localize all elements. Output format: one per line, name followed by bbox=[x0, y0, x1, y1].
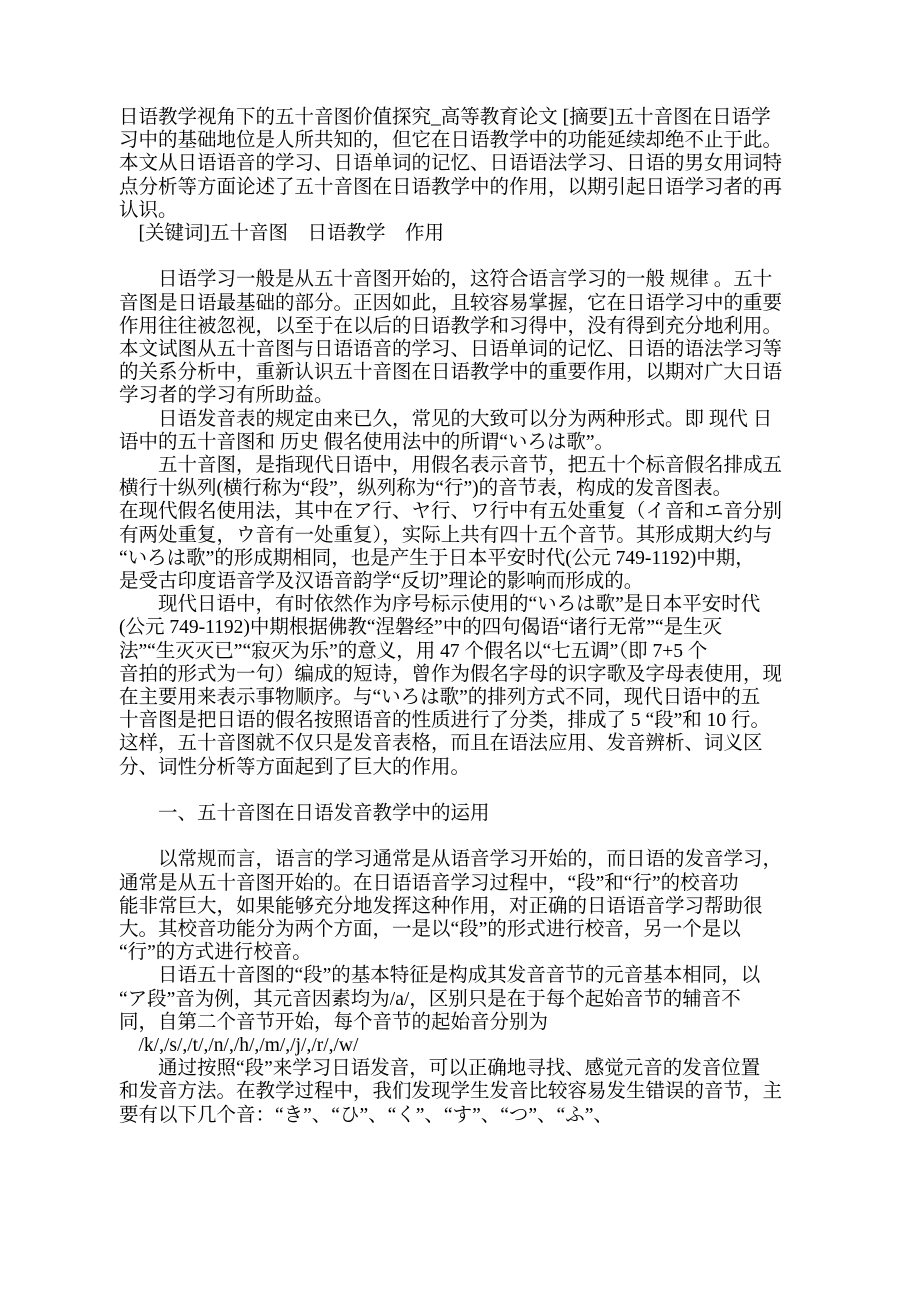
paragraph-3 bbox=[119, 454, 811, 593]
text-line: 认识。 bbox=[119, 199, 178, 221]
text-line: 音图是日语最基础的部分。正因如此，且较容易掌握，它在日语学习中的重要 bbox=[119, 292, 783, 314]
text-line: 一、五十音图在日语发音教学中的运用 bbox=[119, 803, 490, 825]
text-line: 法”“生灭灭已”“寂灭为乐”的意义，用 47 个假名以“七五调”（即 7+5 个 bbox=[119, 640, 708, 662]
section-heading bbox=[119, 802, 811, 825]
text-line: 五十音图，是指现代日语中，用假名表示音节，把五十个标音假名排成五 bbox=[119, 455, 783, 477]
spacer bbox=[119, 779, 811, 802]
paragraph-6 bbox=[119, 964, 811, 1057]
blank-line bbox=[119, 779, 811, 802]
text-line: 音拍的形式为一句）编成的短诗，曾作为假名字母的识字歌及字母表使用，现 bbox=[119, 663, 783, 685]
text-line: 日语学习一般是从五十音图开始的，这符合语言学习的一般 规律 。五十 bbox=[119, 269, 773, 291]
spacer bbox=[119, 245, 811, 268]
document-content bbox=[119, 106, 811, 1127]
paragraph-2 bbox=[119, 408, 811, 454]
text-line: 通常是从五十音图开始的。在日语语音学习过程中，“段”和“行”的校音功 bbox=[119, 872, 739, 894]
blank-line bbox=[119, 825, 811, 848]
text-line: 横行十纵列(横行称为“段”，纵列称为“行”)的音节表，构成的发音图表。 bbox=[119, 478, 733, 500]
text-line: 在主要用来表示事物顺序。与“いろは歌”的排列方式不同，现代日语中的五 bbox=[119, 687, 761, 709]
text-line: /k/,/s/,/t/,/n/,/h/,/m/,/j/,/r/,/w/ bbox=[119, 1035, 359, 1057]
text-line: 和发音方法。在教学过程中，我们发现学生发音比较容易发生错误的音节，主 bbox=[119, 1081, 783, 1103]
text-line: 作用往往被忽视，以至于在以后的日语教学和习得中，没有得到充分地利用。 bbox=[119, 315, 783, 337]
text-line: 这样，五十音图就不仅只是发音表格，而且在语法应用、发音辨析、词义区 bbox=[119, 733, 763, 755]
text-line: “いろは歌”的形成期相同，也是产生于日本平安时代(公元 749-1192)中期， bbox=[119, 547, 755, 569]
text-line: 分、词性分析等方面起到了巨大的作用。 bbox=[119, 756, 471, 778]
text-line: 日语五十音图的“段”的基本特征是构成其发音音节的元音基本相同，以 bbox=[119, 965, 761, 987]
text-line: 是受古印度语音学及汉语音韵学“反切”理论的影响而形成的。 bbox=[119, 571, 644, 593]
text-line: 同，自第二个音节开始，每个音节的起始音分别为 bbox=[119, 1011, 549, 1033]
text-line: 语中的五十音图和 历史 假名使用法中的所谓“いろは歌”。 bbox=[119, 431, 615, 453]
paragraph-5 bbox=[119, 848, 811, 964]
text-line: 能非常巨大，如果能够充分地发挥这种作用，对正确的日语语音学习帮助很 bbox=[119, 895, 763, 917]
text-line: 点分析等方面论述了五十音图在日语教学中的作用，以期引起日语学习者的再 bbox=[119, 176, 783, 198]
text-line: (公元 749-1192)中期根据佛教“涅磐经”中的四句偈语“诸行无常”“是生灭 bbox=[119, 617, 723, 639]
text-line: 有两处重复，ウ音有一处重复），实际上共有四十五个音节。其形成期大约与 bbox=[119, 524, 773, 546]
text-line: 以常规而言，语言的学习通常是从语音学习开始的，而日语的发音学习， bbox=[119, 849, 783, 871]
spacer bbox=[119, 825, 811, 848]
text-line: 的关系分析中，重新认识五十音图在日语教学中的重要作用，以期对广大日语 bbox=[119, 362, 783, 384]
text-line: [关键词]五十音图 日语教学 作用 bbox=[119, 223, 444, 245]
abstract bbox=[119, 106, 811, 222]
text-line: 日语教学视角下的五十音图价值探究_高等教育论文 [摘要]五十音图在日语学 bbox=[119, 107, 771, 128]
text-line: 本文试图从五十音图与日语语音的学习、日语单词的记忆、日语的语法学习等 bbox=[119, 339, 783, 361]
text-line: 本文从日语语音的学习、日语单词的记忆、日语语法学习、日语的男女用词特 bbox=[119, 153, 783, 175]
text-line: “行”的方式进行校音。 bbox=[119, 942, 312, 964]
blank-line bbox=[119, 245, 811, 268]
text-line: 习中的基础地位是人所共知的，但它在日语教学中的功能延续却绝不止于此。 bbox=[119, 130, 783, 152]
text-line: 大。其校音功能分为两个方面，一是以“段”的形式进行校音，另一个是以 bbox=[119, 919, 741, 941]
text-line: 通过按照“段”来学习日语发音，可以正确地寻找、感觉元音的发音位置 bbox=[119, 1058, 761, 1080]
text-line: “ア段”音为例，其元音因素均为/a/，区别只是在于每个起始音节的辅音不 bbox=[119, 988, 741, 1010]
paragraph-4 bbox=[119, 593, 811, 779]
text-line: 学习者的学习有所助益。 bbox=[119, 385, 334, 407]
text-line: 日语发音表的规定由来已久，常见的大致可以分为两种形式。即 现代 日 bbox=[119, 408, 773, 430]
text-line: 要有以下几个音：“き”、“ひ”、“く”、“す”、“つ”、“ふ”、 bbox=[119, 1104, 613, 1126]
text-line: 在现代假名使用法，其中在ア行、ヤ行、ワ行中有五处重复（イ音和エ音分别 bbox=[119, 501, 783, 523]
paragraph-1 bbox=[119, 268, 811, 407]
text-line: 现代日语中，有时依然作为序号标示使用的“いろは歌”是日本平安时代 bbox=[119, 594, 761, 616]
keywords bbox=[119, 222, 811, 245]
text-line: 十音图是把日语的假名按照语音的性质进行了分类，排成了 5 “段”和 10 行。 bbox=[119, 710, 771, 732]
paragraph-7 bbox=[119, 1057, 811, 1127]
